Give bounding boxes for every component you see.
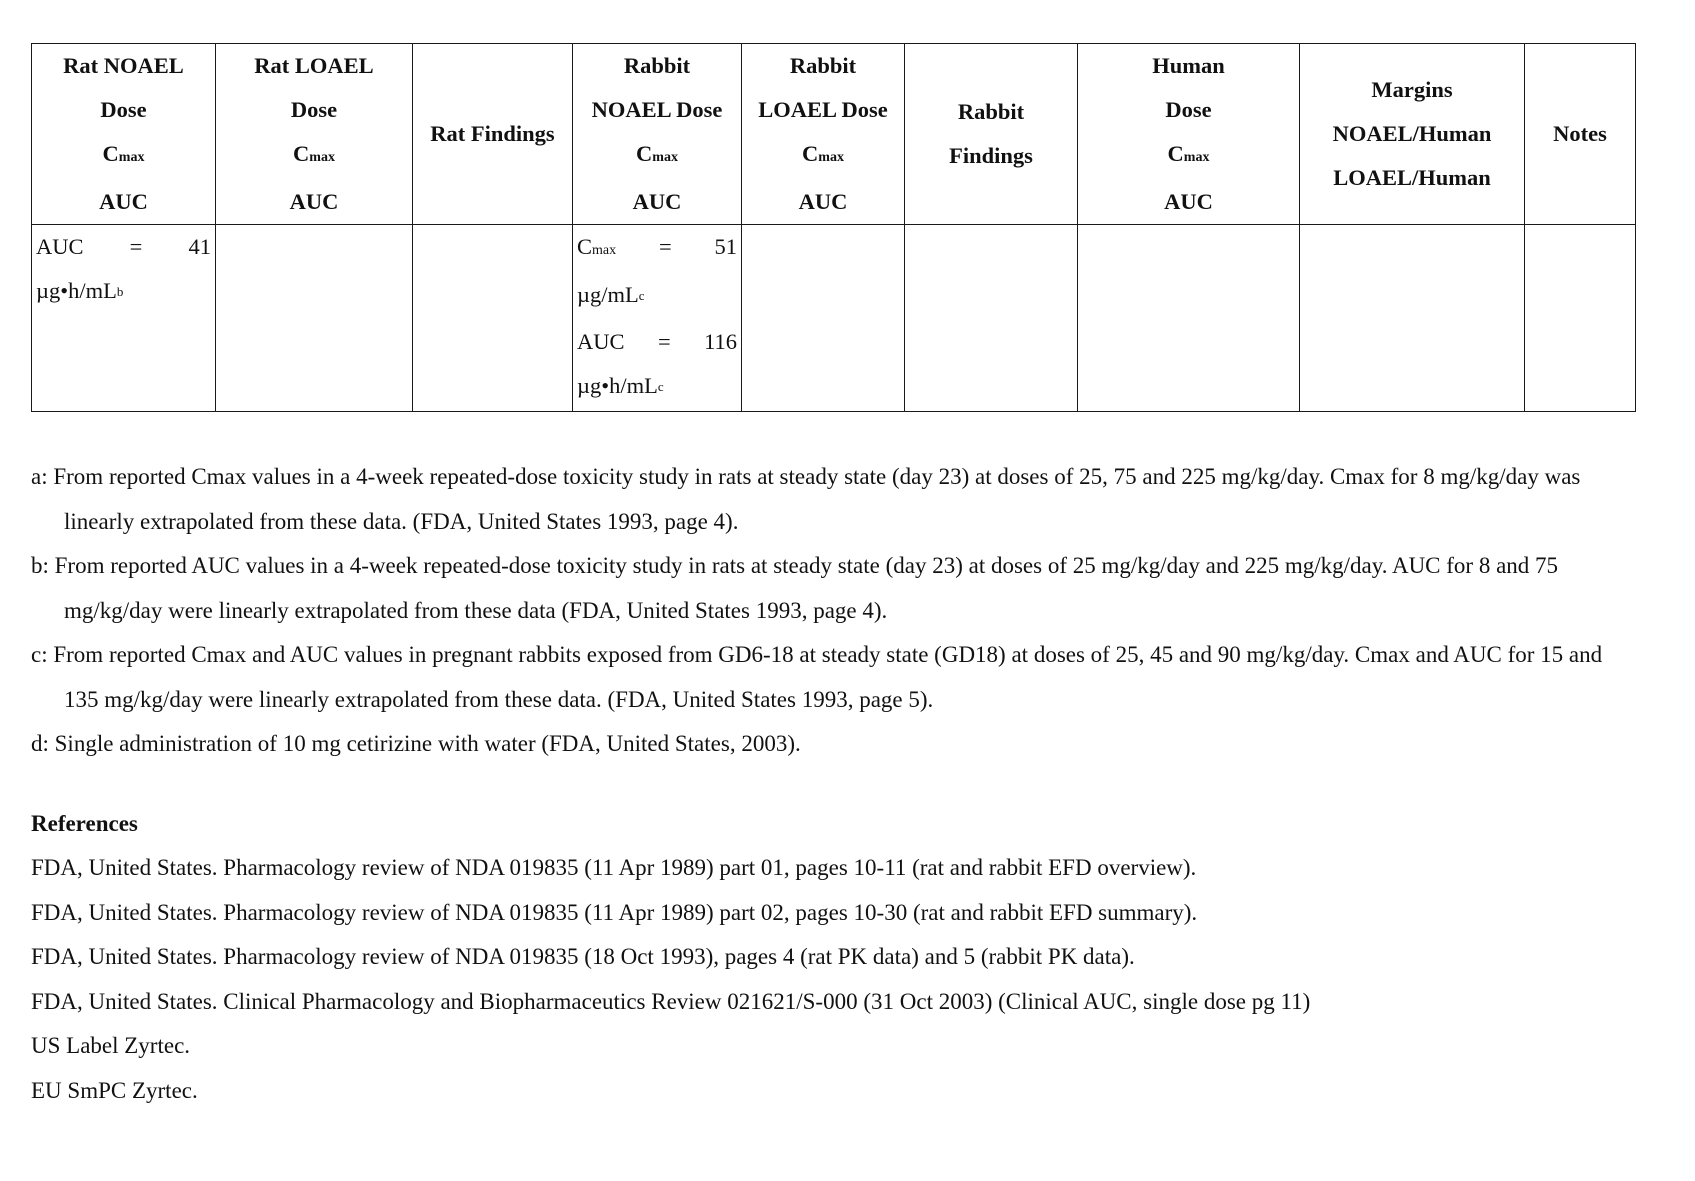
exposure-margins-table (31, 43, 1636, 412)
rabbit-noael-cmax-unit: µg/mL $^c$ (577, 282, 645, 307)
references-list (31, 846, 1641, 1113)
table-row (32, 225, 1636, 412)
cell-rat-loael (216, 225, 413, 412)
rat-noael-auc-unit: µg•h/mL $^b$ (36, 278, 124, 303)
cell-human-dose (1078, 225, 1300, 412)
reference-item: US Label Zyrtec. (31, 1033, 191, 1058)
header-notes: Notes (1525, 44, 1636, 225)
cell-rat-findings (413, 225, 573, 412)
header-rat-loael: Rat LOAEL Dose Cmax AUC (216, 44, 413, 225)
reference-item: FDA, United States. Pharmacology review of NDA 019835 (11 Apr 1989) part 01, pages 10-11 (rat and rabbit EFD overview). (31, 855, 1197, 880)
cell-margins (1300, 225, 1525, 412)
rabbit-noael-auc-line: AUC = 116 (577, 329, 737, 354)
header-human-dose: Human Dose Cmax AUC (1078, 44, 1300, 225)
footnote-c: c: From reported Cmax and AUC values in pregnant rabbits exposed from GD6-18 at steady state (GD18) at doses of 25, 45 and 90 mg/kg/day. Cmax and AUC for 15 and 135 mg/kg/day were linearly extrapolated from these data. (FDA, United States 1993, page 5). (31, 642, 1603, 712)
footnotes (31, 455, 1641, 767)
rat-noael-auc-line: AUC = 41 (36, 234, 211, 259)
header-rabbit-noael: Rabbit NOAEL Dose Cmax AUC (573, 44, 742, 225)
header-rabbit-loael: Rabbit LOAEL Dose Cmax AUC (742, 44, 905, 225)
reference-item: FDA, United States. Pharmacology review of NDA 019835 (18 Oct 1993), pages 4 (rat PK data) and 5 (rabbit PK data). (31, 944, 1135, 969)
cell-rabbit-loael (742, 225, 905, 412)
footnote-d: d: Single administration of 10 mg cetirizine with water (FDA, United States, 2003). (31, 731, 801, 756)
header-rat-findings: Rat Findings (413, 44, 573, 225)
cell-rat-noael (32, 225, 216, 412)
cell-notes (1525, 225, 1636, 412)
header-rabbit-findings: Rabbit Findings (905, 44, 1078, 225)
header-rat-noael: Rat NOAEL Dose Cmax AUC (32, 44, 216, 225)
references-heading: References (31, 811, 138, 836)
reference-item: FDA, United States. Clinical Pharmacology and Biopharmaceutics Review 021621/S-000 (31 Oct 2003) (Clinical AUC, single dose pg 11) (31, 988, 1311, 1014)
rabbit-noael-auc-unit: µg•h/mL $^c$ (577, 373, 664, 398)
footnote-b: b: From reported AUC values in a 4-week repeated-dose toxicity study in rats at steady state (day 23) at doses of 25 mg/kg/day and 225 mg/kg/day. AUC for 8 and 75 mg/kg/day were linearly extrapolated from these data (FDA, United States 1993, page 4). (31, 553, 1559, 623)
footnote-a: a: From reported Cmax values in a 4-week repeated-dose toxicity study in rats at steady state (day 23) at doses of 25, 75 and 225 mg/kg/day. Cmax for 8 mg/kg/day was linearly extrapolated from these data. (FDA, United States 1993, page 4). (31, 464, 1581, 534)
reference-item: FDA, United States. Pharmacology review of NDA 019835 (11 Apr 1989) part 02, pages 10-30 (rat and rabbit EFD summary). (31, 899, 1198, 925)
header-margins: Margins NOAEL/Human LOAEL/Human (1300, 44, 1525, 225)
cell-rabbit-noael (573, 225, 742, 412)
reference-item: EU SmPC Zyrtec. (31, 1077, 198, 1103)
table-header-row (32, 44, 1636, 225)
rabbit-noael-cmax-line: Cmax = 51 (577, 234, 737, 259)
cell-rabbit-findings (905, 225, 1078, 412)
